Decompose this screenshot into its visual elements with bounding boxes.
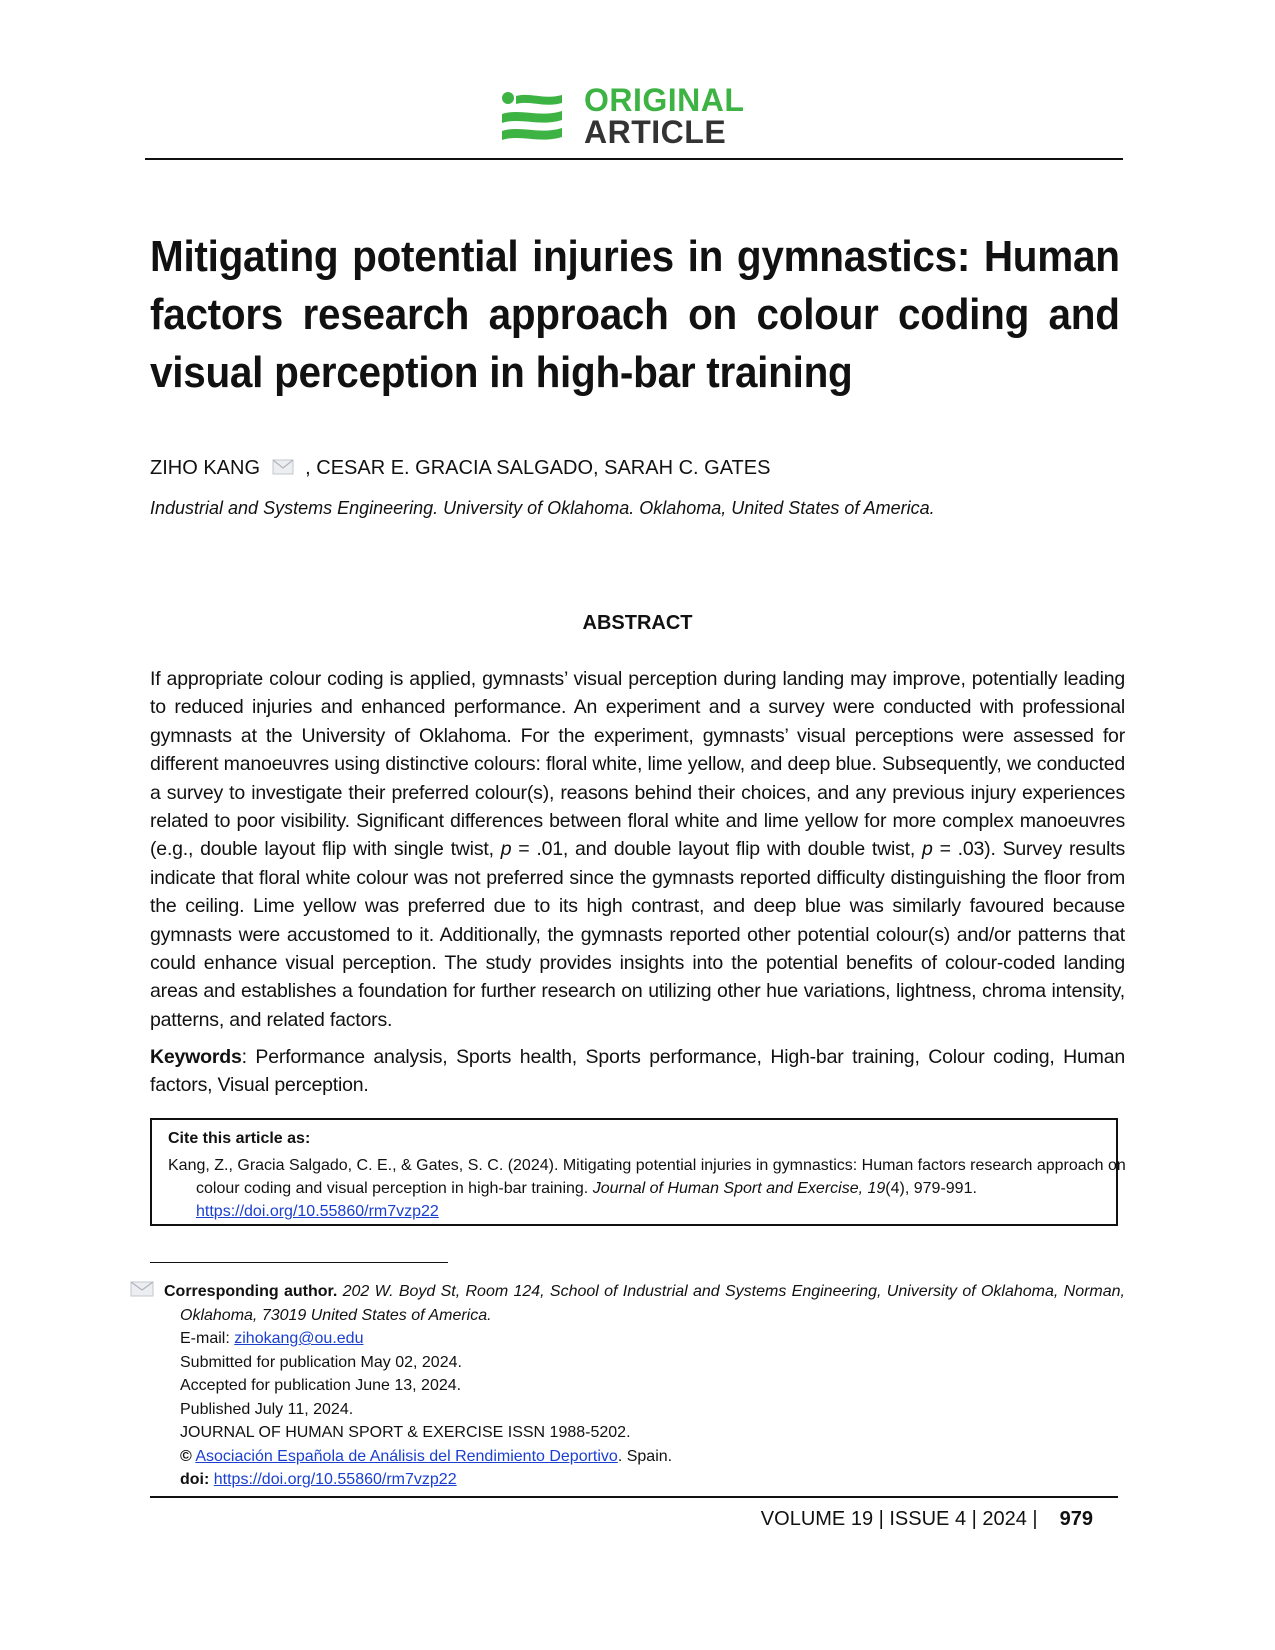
correspondence-block <box>130 1280 1125 1492</box>
citation-label: Cite this article as: <box>168 1130 311 1147</box>
publisher-country: . Spain. <box>617 1447 673 1465</box>
doi-link[interactable]: https://doi.org/10.55860/rm7vzp22 <box>213 1471 457 1488</box>
keywords-list: : Performance analysis, Sports health, Sports performance, High-bar training, Colour coding, Human factors, Visual perception. <box>150 1046 1125 1097</box>
header-rule <box>145 158 1123 160</box>
corresponding-author <box>130 1280 1125 1327</box>
citation-doi-link[interactable]: https://doi.org/10.55860/rm7vzp22 <box>196 1203 439 1220</box>
page-footer <box>761 1508 1093 1531</box>
envelope-icon <box>130 1281 154 1297</box>
co-authors: , CESAR E. GRACIA SALGADO, SARAH C. GATES <box>305 457 771 479</box>
citation-segment: Kang, Z., Gracia Salgado, C. E., & Gates, S. C. (2024). Mitigating potential injuries in gymnastics: Human factors research approach on colour coding and visual perception in high-bar training. <box>168 1157 1126 1197</box>
email-label: E-mail: <box>180 1330 235 1347</box>
citation-journal: Journal of Human Sport and Exercise, 19 <box>592 1180 886 1197</box>
citation-issue-pages: (4), 979-991. <box>885 1180 977 1197</box>
logo-word-article: ARTICLE <box>584 114 727 150</box>
logo-word-original: ORIGINAL <box>584 82 745 118</box>
first-author: ZIHO KANG <box>150 457 261 479</box>
abstract-heading: ABSTRACT <box>582 612 693 634</box>
affiliation: Industrial and Systems Engineering. University of Oklahoma. Oklahoma, United States of America. <box>150 498 935 518</box>
journal-issn: JOURNAL OF HUMAN SPORT & EXERCISE ISSN 1988-5202. <box>180 1424 631 1441</box>
volume-info: VOLUME 19 | ISSUE 4 | 2024 | <box>760 1508 1038 1530</box>
citation-text <box>168 1154 1126 1223</box>
abstract-segment: = .03). Survey results indicate that floral white colour was not preferred since the gymnasts reported difficulty distinguishing the floor from the ceiling. Lime yellow was preferred due to its high contrast, and deep blue was similarly favoured because gymnasts were accustomed to it. Additionally, the gymnasts reported other potential colour(s) and/or patterns that could enhance visual perception. The study provides insights into the potential benefits of colour-coded landing areas and establishes a foundation for further research on utilizing other hue variations, lightness, chroma intensity, patterns, and related factors. <box>150 838 1126 1031</box>
abstract-text <box>150 665 1125 1034</box>
abstract-segment: = .01, and double layout flip with double twist, <box>511 838 923 861</box>
author-list <box>150 457 770 480</box>
footnote-rule <box>150 1262 448 1263</box>
corresponding-author-address: 202 W. Boyd St, Room 124, School of Industrial and Systems Engineering, University of Oklahoma, Norman, Oklahoma, 73019 United States of America. <box>180 1283 1125 1324</box>
publisher-link[interactable]: Asociación Española de Análisis del Rendimiento Deportivo <box>195 1447 618 1465</box>
original-article-logo-icon <box>500 90 566 146</box>
copyright-line <box>130 1445 1125 1469</box>
keywords-label: Keywords <box>150 1046 242 1068</box>
footer-rule <box>150 1496 1118 1498</box>
doi-line <box>130 1468 1125 1492</box>
p-value-symbol: p <box>922 838 933 861</box>
email-link[interactable]: zihokang@ou.edu <box>234 1330 364 1347</box>
article-title: Mitigating potential injuries in gymnastics: Human factors research approach on colour coding and visual perception in high-bar training <box>150 232 1120 397</box>
email-line <box>130 1327 1125 1351</box>
accepted-date: Accepted for publication June 13, 2024. <box>180 1377 462 1394</box>
copyright-symbol: © <box>180 1447 192 1465</box>
corresponding-author-label: Corresponding author. <box>164 1283 338 1300</box>
doi-label: doi: <box>180 1471 214 1488</box>
abstract-segment: If appropriate colour coding is applied, gymnasts’ visual perception during landing may improve, potentially leading to reduced injuries and enhanced performance. An experiment and a survey were conducted with professional gymnasts at the University of Oklahoma. For the experiment, gymnasts’ visual perceptions were assessed for different manoeuvres using distinctive colours: floral white, lime yellow, and deep blue. Subsequently, we conducted a survey to investigate their preferred colour(s), reasons behind their choices, and any previous injury experiences related to poor visibility. Significant differences between floral white and lime yellow for more complex manoeuvres (e.g., double layout flip with single twist, <box>150 668 1125 861</box>
submitted-date: Submitted for publication May 02, 2024. <box>180 1353 462 1371</box>
citation-box <box>150 1118 1126 1226</box>
keywords <box>150 1043 1125 1100</box>
p-value-symbol: p <box>500 838 512 861</box>
page-number: 979 <box>1059 1508 1093 1530</box>
envelope-icon <box>272 459 294 475</box>
published-date: Published July 11, 2024. <box>180 1400 354 1418</box>
